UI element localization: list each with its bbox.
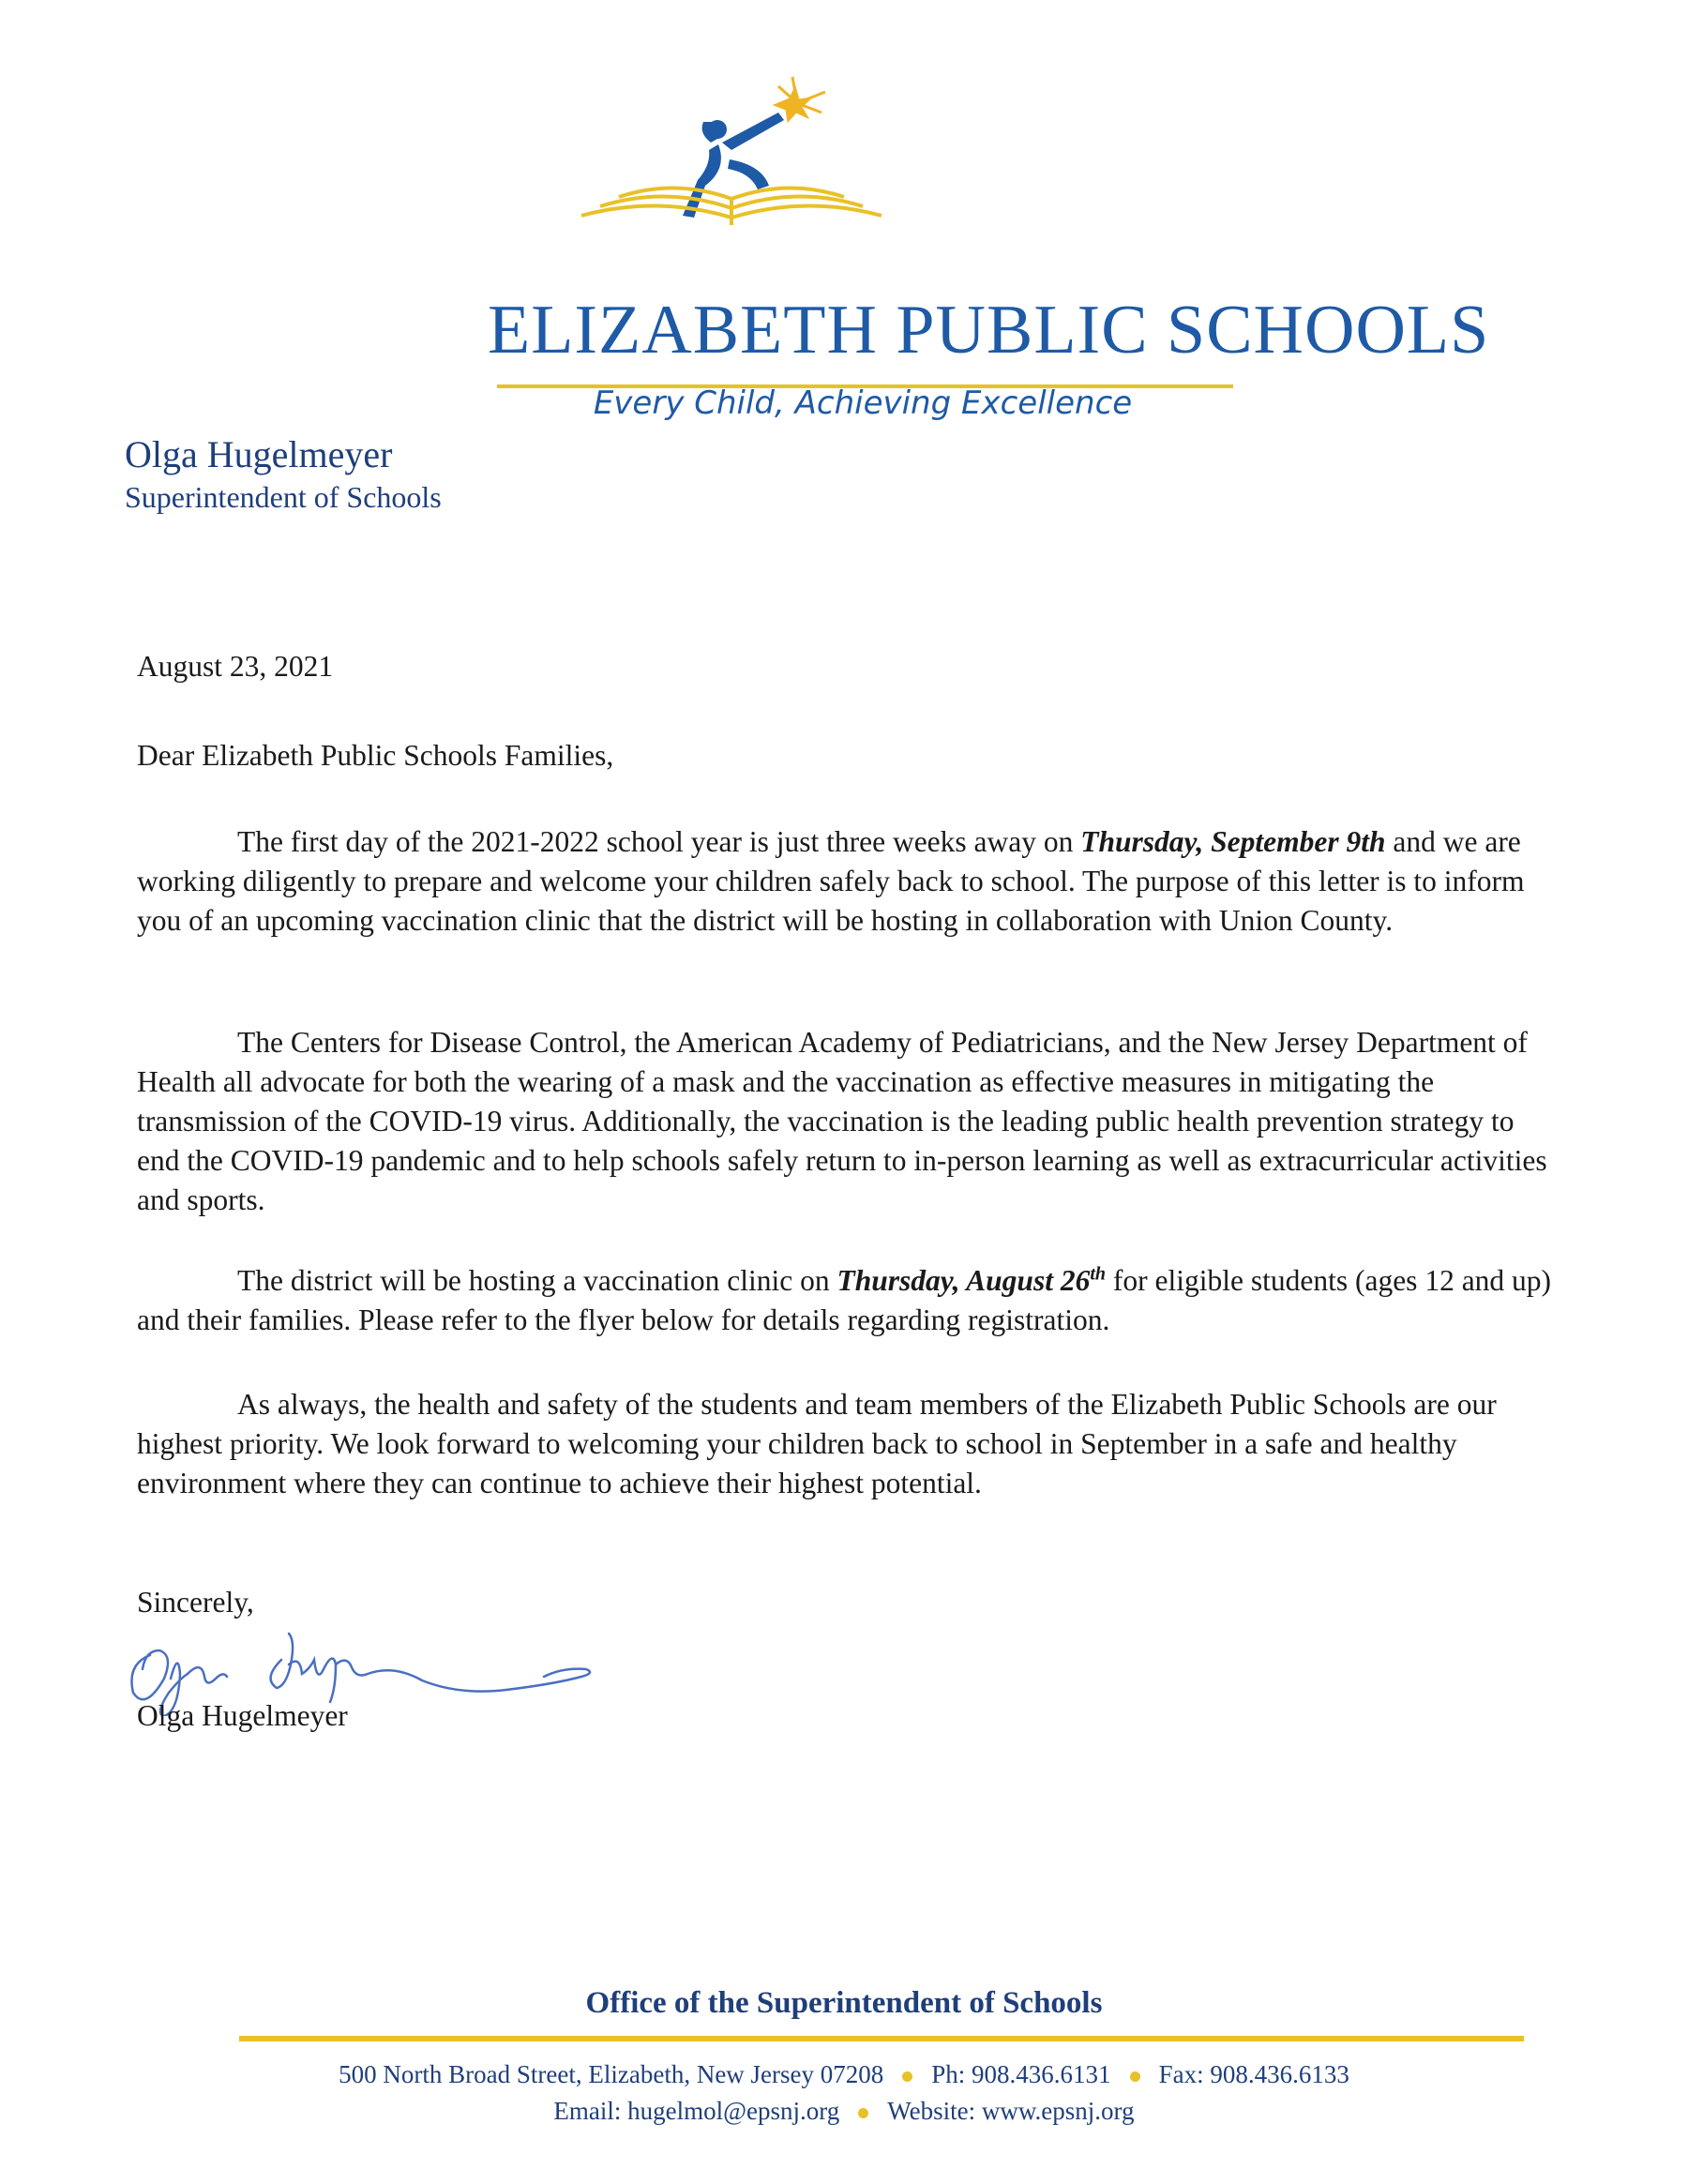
p3-text-after: for eligible students (ages 12 and up) and their families. Please refer to the flyer below for details regarding registration. bbox=[137, 1264, 1552, 1336]
paragraph-first-day bbox=[137, 822, 1562, 941]
logo-district-name: ELIZABETH PUBLIC SCHOOLS bbox=[488, 292, 1490, 369]
footer-address: 500 North Broad Street, Elizabeth, New Jersey 07208 bbox=[339, 2060, 884, 2088]
bullet-icon bbox=[1130, 2071, 1140, 2082]
paragraph-vaccination-clinic bbox=[137, 1261, 1562, 1340]
footer-website[interactable]: Website: www.epsnj.org bbox=[887, 2097, 1135, 2125]
footer-phone: Ph: 908.436.6131 bbox=[931, 2060, 1111, 2088]
p3-emphasis-date-text: Thursday, August 26 bbox=[836, 1264, 1091, 1297]
bullet-icon bbox=[902, 2071, 912, 2082]
footer-web-line bbox=[0, 2097, 1688, 2126]
logo-tagline: Every Child, Achieving Excellence bbox=[593, 384, 1133, 422]
footer-divider bbox=[239, 2036, 1524, 2041]
child-reaching-star-over-open-book-icon bbox=[544, 75, 1163, 244]
bullet-icon bbox=[858, 2108, 868, 2118]
letter-closing: Sincerely, bbox=[137, 1586, 254, 1619]
footer-office-title: Office of the Superintendent of Schools bbox=[585, 1986, 1103, 2020]
paragraph-health-agencies: The Centers for Disease Control, the American Academy of Pediatricians, and the New Jersey Department of Health all advocate for both the wearing of a mask and the vaccination as effective measures in mitigating the transmission of the COVID-19 virus. Additionally, the vaccination is the leading public health prevention strategy to end the COVID-19 pandemic and to help schools safely return to in-person learning as well as extracurricular activities and sports. bbox=[137, 1026, 1547, 1216]
sender-title: Superintendent of Schools bbox=[125, 480, 442, 514]
p3-emphasis-date-suffix: th bbox=[1090, 1263, 1107, 1285]
p1-text-before: The first day of the 2021-2022 school year is just three weeks away on bbox=[237, 825, 1081, 858]
district-logo bbox=[488, 75, 1490, 422]
signer-name: Olga Hugelmeyer bbox=[137, 1699, 348, 1732]
letter-date: August 23, 2021 bbox=[137, 650, 334, 683]
letter-salutation: Dear Elizabeth Public Schools Families, bbox=[137, 739, 614, 772]
p3-text-before: The district will be hosting a vaccination clinic on bbox=[237, 1264, 837, 1297]
paragraph-health-safety: As always, the health and safety of the students and team members of the Elizabeth Public Schools are our highest priority. We look forward to welcoming your children back to school in September in a safe and healthy environment where they can continue to achieve their highest potential. bbox=[137, 1388, 1497, 1499]
footer-contact-line bbox=[0, 2060, 1688, 2089]
p3-emphasis-date bbox=[836, 1264, 1106, 1297]
sender-name: Olga Hugelmeyer bbox=[125, 433, 393, 475]
p1-text-after: and we are working diligently to prepare and welcome your children safely back to school. The purpose of this letter is to inform you of an upcoming vaccination clinic that the district will be hosting in collaboration with Union County. bbox=[137, 825, 1525, 937]
footer-email[interactable]: Email: hugelmol@epsnj.org bbox=[553, 2097, 840, 2125]
p1-emphasis-date: Thursday, September 9th bbox=[1080, 825, 1386, 858]
footer-fax: Fax: 908.436.6133 bbox=[1158, 2060, 1349, 2088]
